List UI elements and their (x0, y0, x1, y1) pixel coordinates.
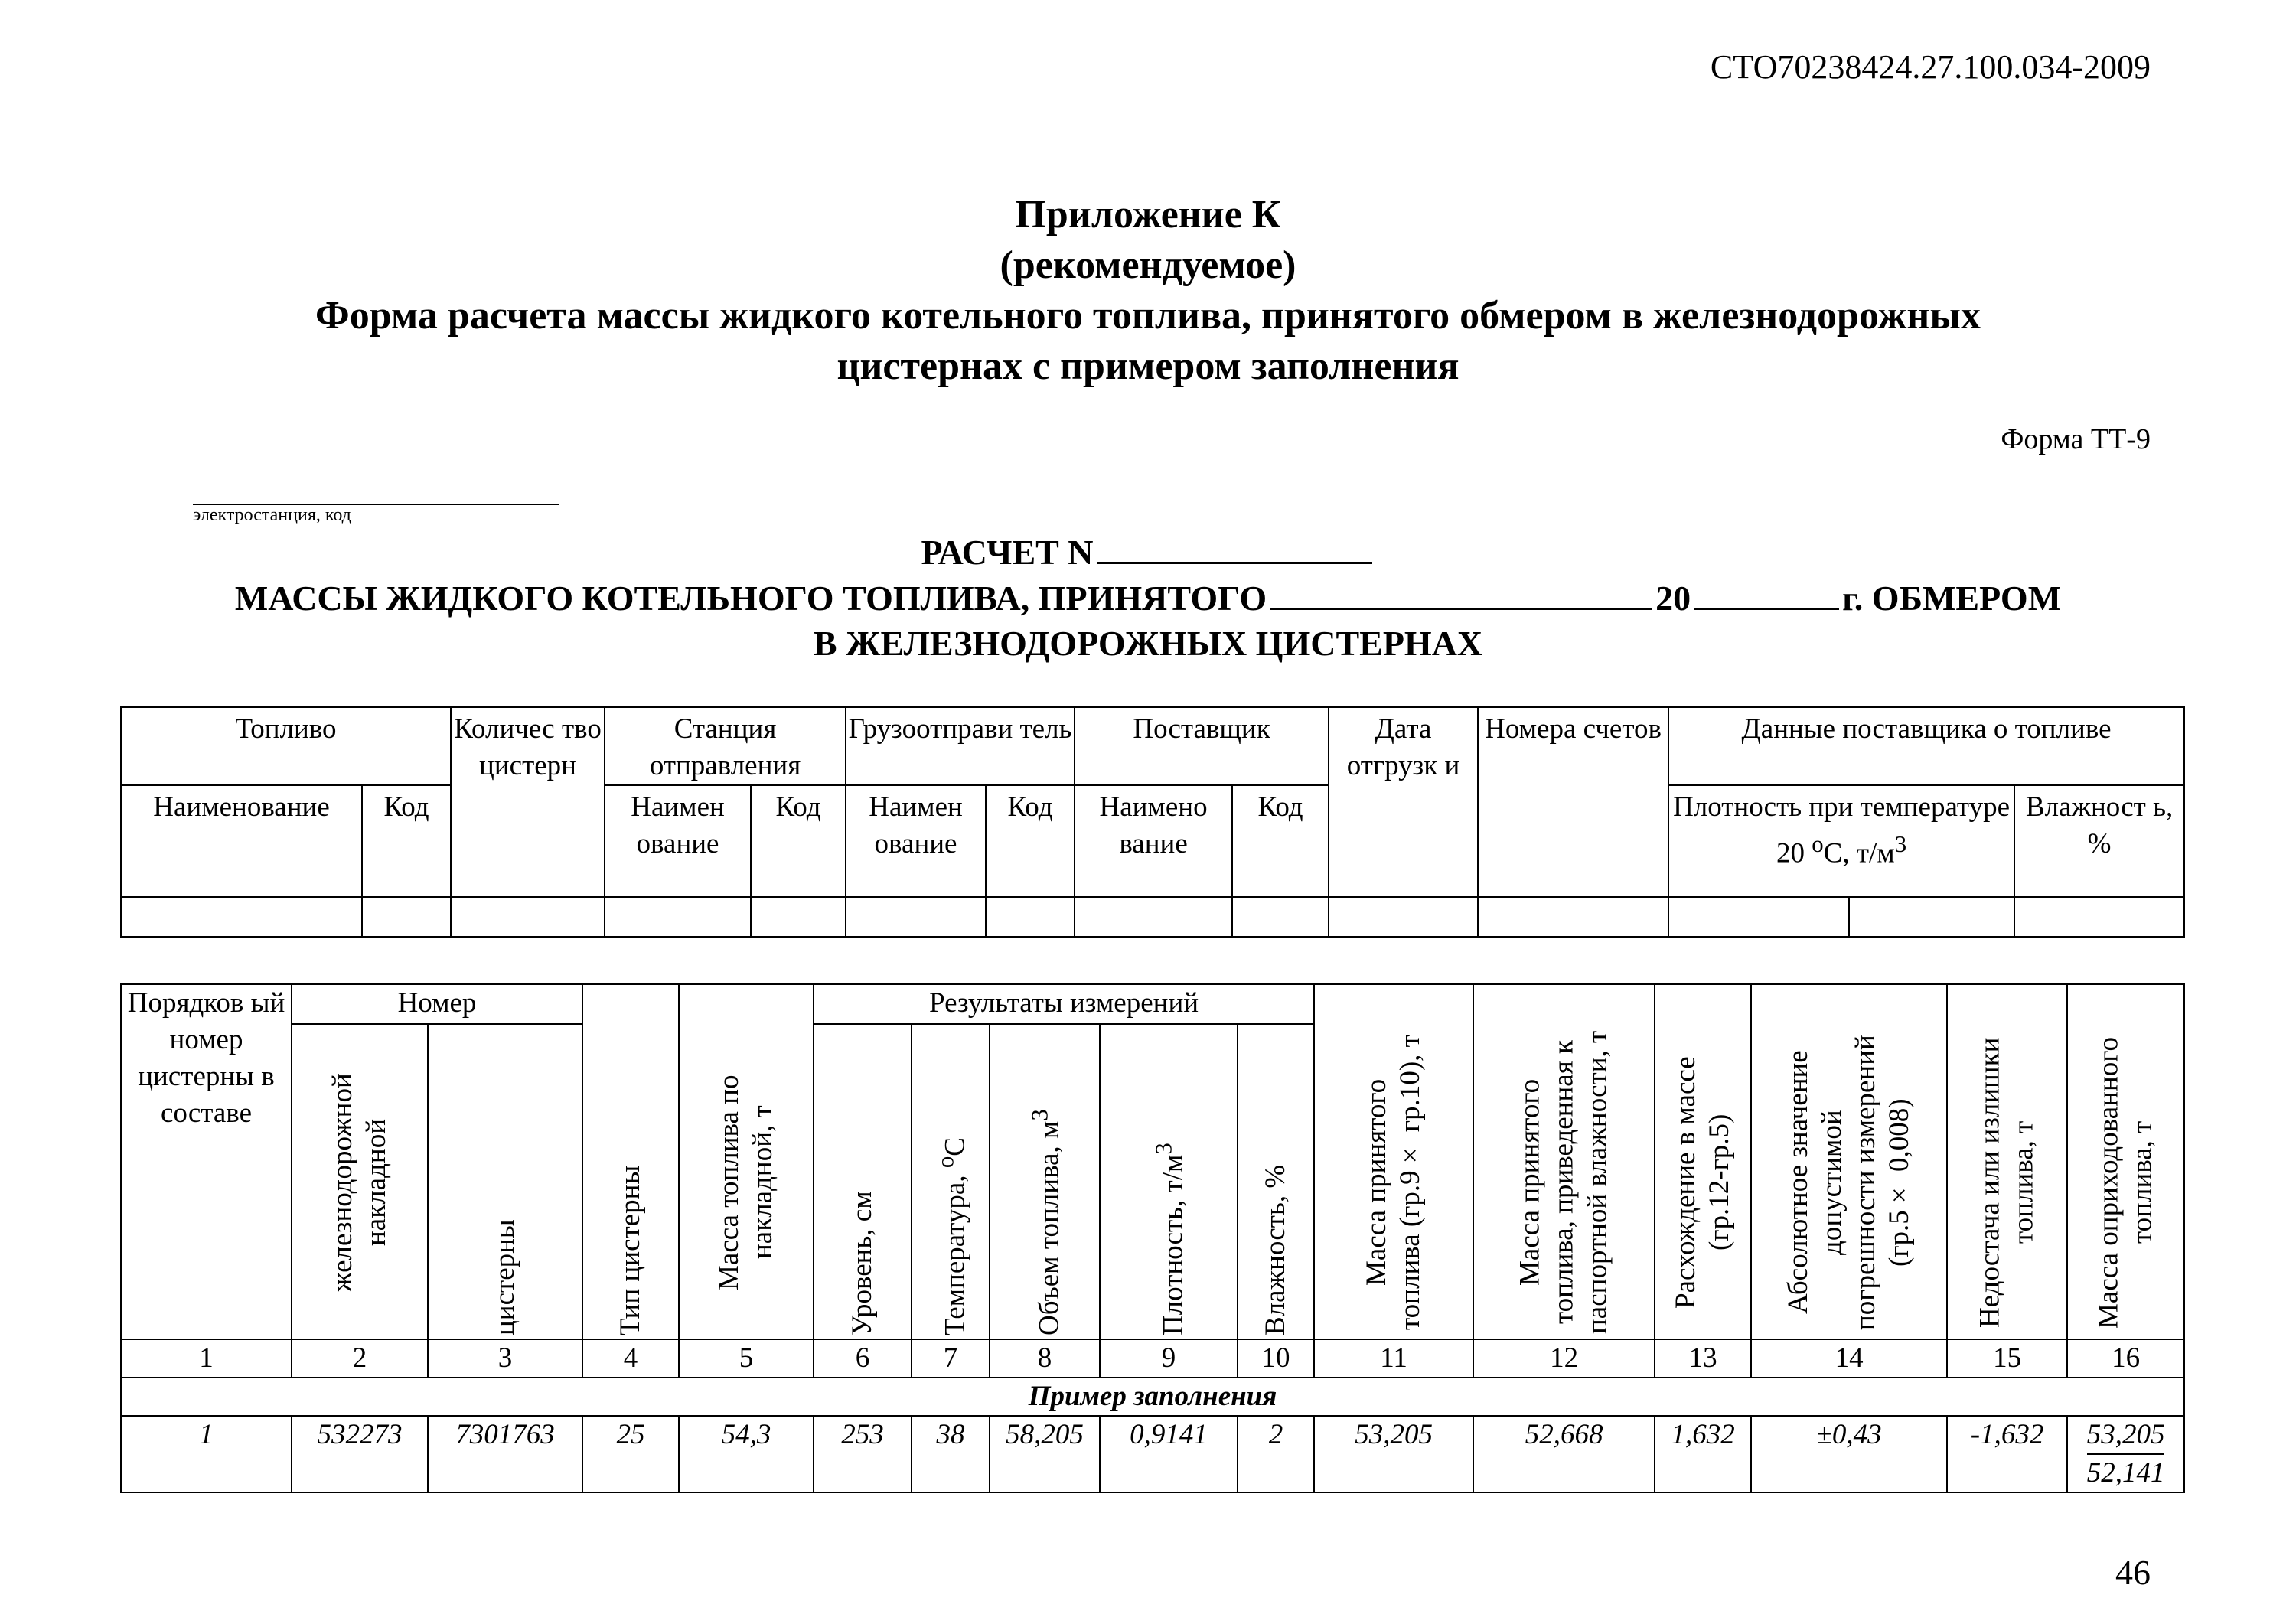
volume-label (990, 1029, 1099, 1335)
density-measured-prefix: Плотность, т/м (1157, 1154, 1189, 1335)
volume-text (1022, 1109, 1066, 1335)
mass-diff-header (1655, 984, 1751, 1339)
calc-number-line (0, 531, 2296, 572)
example-cell: 25 (582, 1416, 679, 1492)
density-prefix: Плотность при температуре 20 (1673, 791, 2011, 869)
mass-received-label: Масса принятого топлива (гр.9× гр.10), т (1361, 1035, 1427, 1330)
supplier-header: Поставщик (1075, 707, 1329, 785)
entry-cell (1849, 897, 2014, 937)
mass-credited-label: Масса оприходованного топлива, т (2092, 1036, 2158, 1329)
fuel-code-header: Код (362, 785, 451, 897)
page-number: 46 (2115, 1553, 2151, 1592)
example-cell: 1,632 (1655, 1416, 1751, 1492)
entry-cell (121, 897, 362, 937)
humidity-measured-header (1238, 1024, 1314, 1339)
entry-cell (1668, 897, 1849, 937)
order-number-header: Порядков ый номер цистерны в составе (121, 984, 292, 1339)
results-header: Результаты измерений (814, 984, 1314, 1024)
example-cell: 2 (1238, 1416, 1314, 1492)
calc-subject-text: МАССЫ ЖИДКОГО КОТЕЛЬНОГО ТОПЛИВА, ПРИНЯТОГО (234, 579, 1267, 618)
example-cell: 253 (814, 1416, 912, 1492)
ship-date-header: Дата отгрузк и (1329, 707, 1478, 897)
col-num: 2 (292, 1339, 428, 1378)
example-cell: 54,3 (679, 1416, 814, 1492)
col-num: 10 (1238, 1339, 1314, 1378)
col-num: 16 (2067, 1339, 2184, 1378)
density-power: 3 (1894, 831, 1907, 857)
example-cell: -1,632 (1947, 1416, 2067, 1492)
measurement-table (120, 983, 2185, 1493)
station-code-header: Код (751, 785, 846, 897)
humidity-header: Влажност ь, % (2014, 785, 2184, 897)
supplier-name-header: Наимено вание (1075, 785, 1232, 897)
calc-subject-suffix: г. ОБМЕРОМ (1842, 579, 2062, 618)
entry-cell (605, 897, 751, 937)
example-title-row (121, 1378, 2184, 1416)
waybill-mass-header (679, 984, 814, 1339)
humidity-measured-label: Влажность, % (1260, 1164, 1292, 1335)
shortage-header (1947, 984, 2067, 1339)
density-unit: С, т/м (1823, 837, 1895, 869)
example-cell: 52,668 (1473, 1416, 1655, 1492)
shortage-label: Недостача или излишки топлива, т (1974, 1037, 2040, 1328)
fuel-header: Топливо (121, 707, 451, 785)
tank-number-header (428, 1024, 582, 1339)
tank-type-label: Тип цистерны (615, 1165, 647, 1335)
col-num: 5 (679, 1339, 814, 1378)
col-num: 11 (1314, 1339, 1473, 1378)
entry-cell (1478, 897, 1668, 937)
level-header (814, 1024, 912, 1339)
shipper-header: Грузоотправи тель (846, 707, 1075, 785)
entry-cell (1075, 897, 1232, 937)
temperature-degree: о (932, 1156, 959, 1169)
appendix-title: Приложение К (1015, 193, 1281, 236)
form-heading-line-2: цистернах с примером заполнения (837, 344, 1459, 388)
temperature-unit: С (939, 1137, 971, 1156)
example-cell: 7301763 (428, 1416, 582, 1492)
invoice-numbers-header: Номера счетов (1478, 707, 1668, 897)
year-prefix: 20 (1655, 579, 1691, 618)
entry-cell (362, 897, 451, 937)
mass-diff-label: Расхождение в массе (гр.12-гр.5) (1670, 1056, 1736, 1309)
tank-number-label: цистерны (489, 1219, 520, 1335)
year-blank (1694, 577, 1839, 610)
entry-cell (986, 897, 1075, 937)
station-name-header: Наимен ование (605, 785, 751, 897)
col-num: 7 (912, 1339, 990, 1378)
fuel-name-header: Наименование (121, 785, 362, 897)
entry-cell (846, 897, 986, 937)
temperature-prefix: Температура, (939, 1168, 971, 1335)
example-cell: 532273 (292, 1416, 428, 1492)
calc-number-label: РАСЧЕТ N (921, 533, 1094, 572)
example-cell: 38 (912, 1416, 990, 1492)
empty-entry-row (121, 897, 2184, 937)
example-cell: 58,205 (990, 1416, 1100, 1492)
appendix-status: (рекомендуемое) (1000, 243, 1296, 287)
example-row (121, 1416, 2184, 1492)
mass-received-header (1314, 984, 1473, 1339)
example-credited-bottom: 52,141 (2086, 1457, 2165, 1489)
tank-type-header (582, 984, 679, 1339)
entry-cell (451, 897, 605, 937)
document-code: СТО70238424.27.100.034-2009 (1710, 48, 2151, 86)
entry-cell (751, 897, 846, 937)
col-num: 14 (1751, 1339, 1947, 1378)
col-num: 6 (814, 1339, 912, 1378)
entry-cell (1232, 897, 1329, 937)
entry-cell (1329, 897, 1478, 937)
abs-error-header (1751, 984, 1947, 1339)
col-num: 8 (990, 1339, 1100, 1378)
column-number-row (121, 1339, 2184, 1378)
example-cell: 0,9141 (1100, 1416, 1238, 1492)
density-degree: о (1812, 831, 1824, 857)
calc-subject-line (0, 577, 2296, 618)
temperature-header (912, 1024, 990, 1339)
col-num: 13 (1655, 1339, 1751, 1378)
col-num: 4 (582, 1339, 679, 1378)
volume-header (990, 1024, 1100, 1339)
station-caption: электростанция, код (193, 505, 351, 525)
example-credited-cell (2067, 1416, 2184, 1492)
level-label: Уровень, см (846, 1191, 879, 1335)
example-credited-top: 53,205 (2087, 1417, 2165, 1455)
shipper-name-header: Наимен ование (846, 785, 986, 897)
example-title: Пример заполнения (121, 1378, 2184, 1416)
temperature-label (912, 1029, 989, 1335)
col-num: 1 (121, 1339, 292, 1378)
supplier-code-header: Код (1232, 785, 1329, 897)
example-cell: 1 (121, 1416, 292, 1492)
tank-count-header: Количес тво цистерн (451, 707, 605, 897)
col-num: 9 (1100, 1339, 1238, 1378)
abs-error-label: Абсолютное значение допустимой погрешности измерений (гр.5× 0,008) (1782, 1035, 1916, 1330)
volume-power: 3 (1026, 1109, 1053, 1121)
rail-waybill-header (292, 1024, 428, 1339)
form-label: Форма ТТ-9 (2001, 423, 2151, 455)
col-num: 3 (428, 1339, 582, 1378)
temperature-text (928, 1137, 972, 1335)
form-heading-line-1: Форма расчета массы жидкого котельного топлива, принятого обмером в железнодорожных (315, 294, 1981, 338)
calc-number-blank (1097, 531, 1372, 564)
calc-subject-line-2: В ЖЕЛЕЗНОДОРОЖНЫХ ЦИСТЕРНАХ (813, 624, 1483, 663)
density-measured-power: 3 (1150, 1143, 1177, 1155)
waybill-mass-label: Масса топлива по накладной, т (713, 1075, 779, 1290)
col-num: 12 (1473, 1339, 1655, 1378)
mass-credited-header (2067, 984, 2184, 1339)
document-title (0, 190, 2296, 392)
number-header: Номер (292, 984, 582, 1024)
density-measured-text (1146, 1143, 1190, 1335)
mass-received-passport-label: Масса принятого топлива, приведенная к паспортной влажности, т (1514, 1030, 1613, 1335)
density-measured-label (1101, 1029, 1237, 1335)
volume-prefix: Объем топлива, м (1033, 1120, 1065, 1335)
station-header: Станция отправления (605, 707, 846, 785)
rail-waybill-label: железнодорожной накладной (327, 1073, 392, 1292)
density-measured-header (1100, 1024, 1238, 1339)
mass-received-passport-header (1473, 984, 1655, 1339)
density-header (1668, 785, 2014, 897)
shipper-code-header: Код (986, 785, 1075, 897)
date-blank (1270, 577, 1652, 610)
example-cell: ±0,43 (1751, 1416, 1947, 1492)
supplier-data-header: Данные поставщика о топливе (1668, 707, 2184, 785)
fuel-info-table (120, 706, 2185, 938)
col-num: 15 (1947, 1339, 2067, 1378)
example-cell: 53,205 (1314, 1416, 1473, 1492)
entry-cell (2014, 897, 2184, 937)
